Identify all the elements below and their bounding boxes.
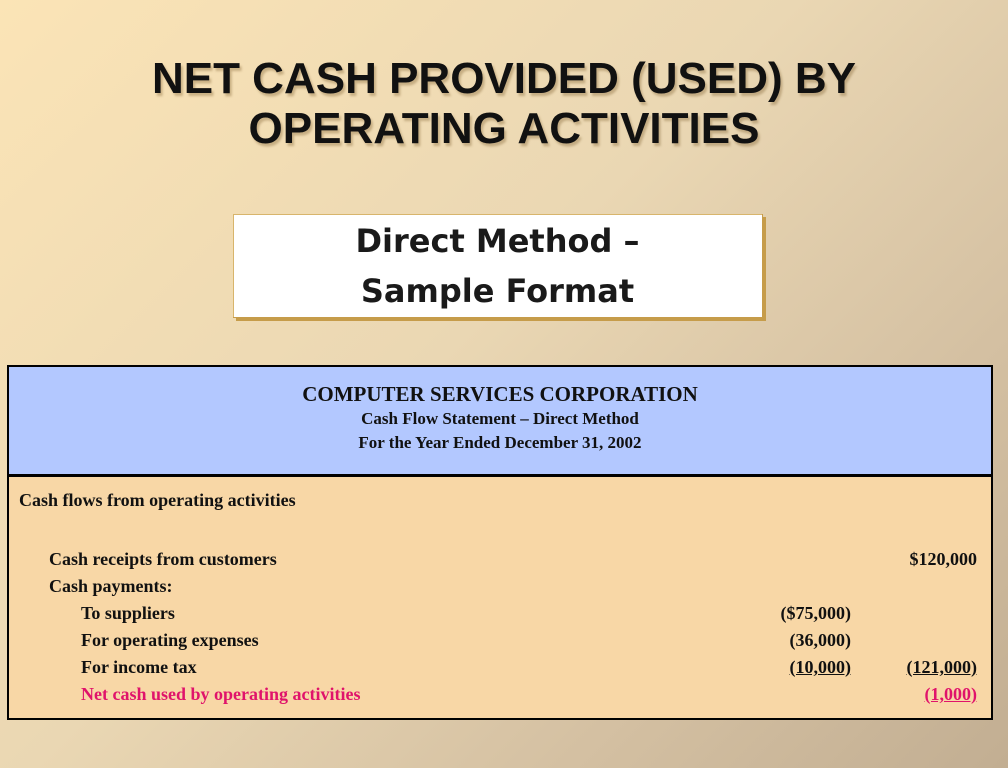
row-total: $120,000 (909, 549, 977, 569)
method-callout-line-1: Direct Method – (355, 222, 640, 260)
slide-title (0, 54, 1008, 154)
row-label: Cash flows from operating activities (19, 490, 296, 510)
row-operating-expenses (9, 627, 991, 653)
statement-period: For the Year Ended December 31, 2002 (358, 433, 642, 452)
statement-name: Cash Flow Statement – Direct Method (361, 409, 639, 428)
slide-title-line-2: OPERATING ACTIVITIES (248, 104, 760, 153)
statement-header (9, 367, 991, 477)
row-label: Net cash used by operating activities (81, 684, 361, 704)
cash-flow-statement (7, 365, 993, 720)
slide-title-line-1: NET CASH PROVIDED (USED) BY (151, 54, 857, 103)
row-amount: (36,000) (789, 630, 851, 650)
row-total: (1,000) (924, 684, 977, 704)
row-amount: ($75,000) (780, 603, 851, 623)
row-amount: (10,000) (789, 657, 851, 677)
method-callout-box (233, 214, 763, 318)
row-label: Cash payments: (49, 576, 173, 596)
row-net-cash (9, 681, 991, 707)
row-income-tax (9, 654, 991, 680)
method-callout-line-2: Sample Format (360, 272, 635, 310)
row-total: (121,000) (906, 657, 977, 677)
row-cash-receipts (9, 546, 991, 572)
row-label: For operating expenses (81, 630, 259, 650)
row-section-heading (9, 487, 991, 513)
row-label: To suppliers (81, 603, 175, 623)
row-label: Cash receipts from customers (49, 549, 277, 569)
row-cash-payments (9, 573, 991, 599)
company-name: COMPUTER SERVICES CORPORATION (302, 382, 698, 406)
row-label: For income tax (81, 657, 197, 677)
row-suppliers (9, 600, 991, 626)
